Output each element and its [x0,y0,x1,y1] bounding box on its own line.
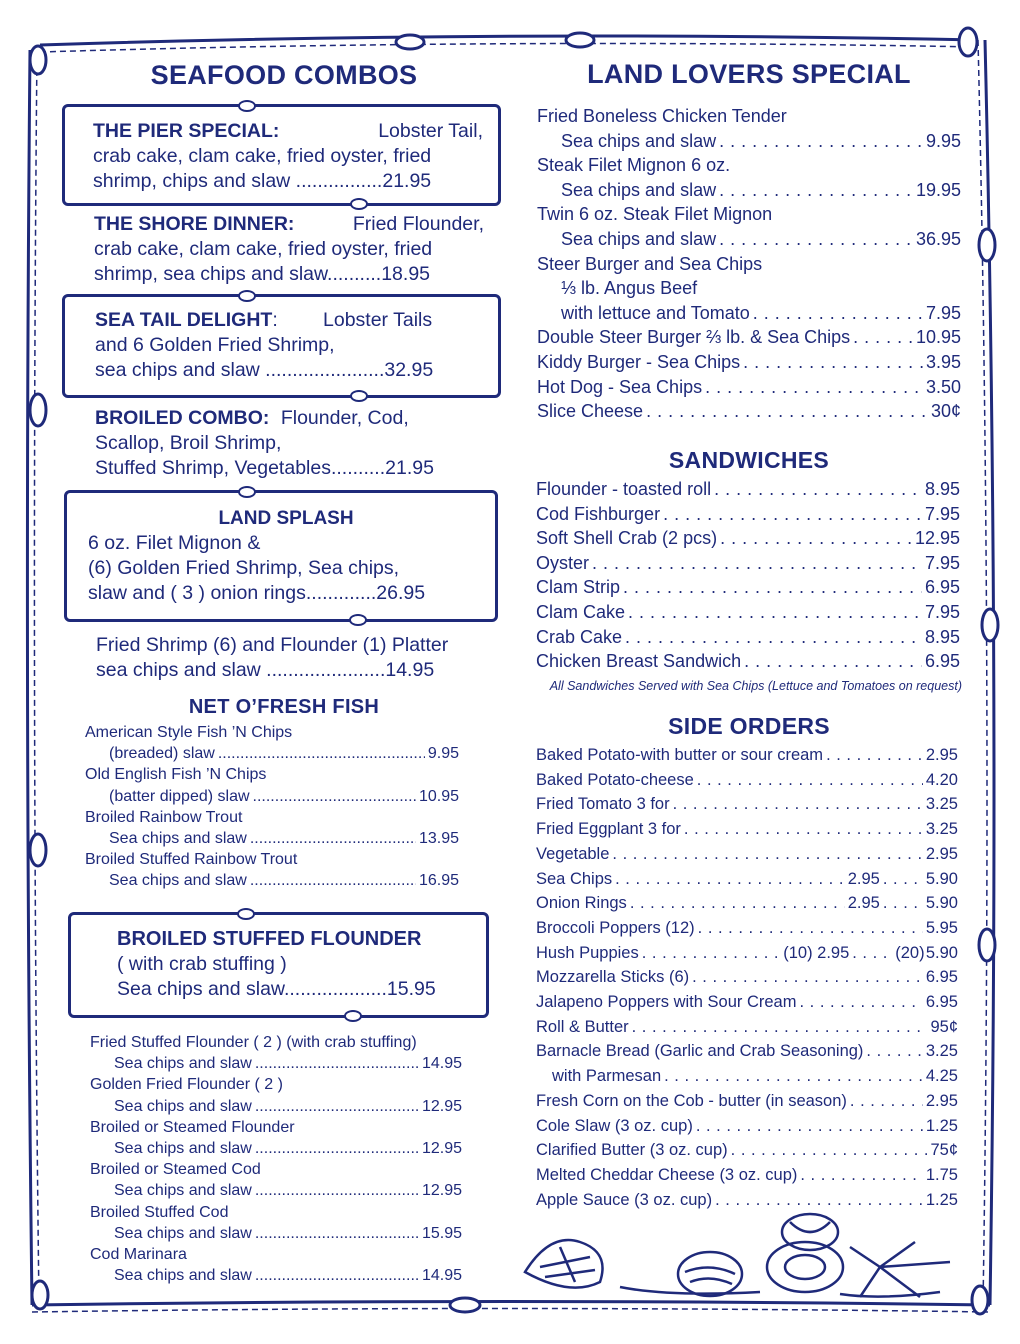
sandwiches-title: SANDWICHES [668,447,830,473]
land-splash: LAND SPLASH 6 oz. Filet Mignon & (6) Golden Fried Shrimp, Sea chips, slaw and ( 3 ) onion rings.............26.95 [88,508,426,604]
fish-item-row: Sea chips and slaw ..... 13.95 [85,828,459,849]
flounder-item-name: Broiled or Steamed Flounder [90,1118,295,1136]
side-order-item: Onion Rings . . . 2.95 . . . 5.90 [536,891,958,916]
sandwich-item: Clam Strip . . . 6.95 [536,575,960,600]
fish-item-row: (breaded) slaw ..... 9.95 [85,743,459,764]
shore-dinner-name: THE SHORE DINNER: [94,213,295,235]
sea-tail-delight: SEA TAIL DELIGHT: Lobster Tails and 6 Golden Fried Shrimp, sea chips and slaw ......................32.95 [95,309,434,381]
side-order-item: Cole Slaw (3 oz. cup) . . . 1.25 [536,1114,958,1139]
side-orders-title: SIDE ORDERS [668,713,830,739]
shells-illustration [520,1212,960,1304]
side-order-item: Fresh Corn on the Cob - butter (in season) . . . 2.95 [536,1089,958,1114]
side-order-item: Broccoli Poppers (12) . . . 5.95 [536,916,958,941]
pier-special: THE PIER SPECIAL: Lobster Tail, crab cake, clam cake, fried oyster, fried shrimp, chips and slaw ................21.95 [93,120,483,192]
land-lovers-list: Fried Boneless Chicken Tender Sea chips and slaw . . . 9.95 Steak Filet Mignon 6 oz. Sea chips and slaw . . . 19.95 Twin 6 oz. Steak Filet Mignon Sea chips and slaw . . . 36.95 Steer Burger and Sea Chips ⅓ lb. Angus Beef with lettuce and Tomato . . . 7.95 Double Steer Burger ⅔ lb. & Sea Chips . . . 10.95 Kiddy Burger - Sea Chips . . . 3.95 Hot Dog - Sea Chips . . . 3.50 Slice Cheese . . . 30¢ [537,104,961,424]
flounder-item-row: Sea chips and slaw ..... 12.95 [90,1096,462,1117]
shore-dinner: THE SHORE DINNER: Fried Flounder, crab cake, clam cake, fried oyster, fried shrimp, sea chips and slaw..........18.95 [94,213,484,285]
side-order-item: Melted Cheddar Cheese (3 oz. cup) . . . 1.75 [536,1163,958,1188]
platter: Fried Shrimp (6) and Flounder (1) Platter sea chips and slaw ......................14.95 [96,634,449,681]
flounder-list [90,1032,462,1286]
side-order-item: Fried Eggplant 3 for . . . 3.25 [536,817,958,842]
flounder-item-name: Cod Marinara [90,1246,187,1264]
flounder-item-row: Sea chips and slaw ..... 14.95 [90,1265,462,1286]
flounder-item-row: Sea chips and slaw ..... 12.95 [90,1180,462,1201]
sandwich-item: Oyster . . . 7.95 [536,551,960,576]
land-lovers-title: LAND LOVERS SPECIAL [587,59,911,89]
stuffed-flounder: BROILED STUFFED FLOUNDER ( with crab stuffing ) Sea chips and slaw...................15.95 [117,928,436,1000]
sandwiches-note: All Sandwiches Served with Sea Chips (Lettuce and Tomatoes on request) [549,679,962,693]
side-order-item: Mozzarella Sticks (6) . . . 6.95 [536,965,958,990]
fish-item-name: Broiled Rainbow Trout [85,808,243,826]
seafood-combos-title: SEAFOOD COMBOS [150,60,418,90]
side-order-item: Jalapeno Poppers with Sour Cream . . . 6.95 [536,990,958,1015]
side-order-item: Fried Tomato 3 for . . . 3.25 [536,792,958,817]
side-order-item: with Parmesan . . . 4.25 [536,1064,958,1089]
sandwiches-list [536,477,960,674]
fish-item-name: Old English Fish ’N Chips [85,766,267,784]
side-order-item: Barnacle Bread (Garlic and Crab Seasoning) . . . 3.25 [536,1039,958,1064]
side-order-item: Hush Puppies . . . (10) 2.95 . . . (20) 5.90 [536,941,958,966]
flounder-item-row: Sea chips and slaw ..... 15.95 [90,1223,462,1244]
side-order-item: Clarified Butter (3 oz. cup) . . . 75¢ [536,1138,958,1163]
fish-item-row: (batter dipped) slaw ..... 10.95 [85,786,459,807]
net-fresh-list [85,722,459,892]
side-order-item: Vegetable . . . 2.95 [536,842,958,867]
net-fresh-title: NET O’FRESH FISH [188,696,380,718]
flounder-item-name: Golden Fried Flounder ( 2 ) [90,1076,283,1094]
side-order-item: Baked Potato-with butter or sour cream . . . 2.95 [536,743,958,768]
side-order-item: Roll & Butter . . . 95¢ [536,1015,958,1040]
sandwich-item: Flounder - toasted roll . . . 8.95 [536,477,960,502]
pier-special-name: THE PIER SPECIAL: [93,120,280,142]
flounder-item-row: Sea chips and slaw ..... 14.95 [90,1053,462,1074]
sandwich-item: Cod Fishburger . . . 7.95 [536,502,960,527]
sandwich-item: Clam Cake . . . 7.95 [536,600,960,625]
sandwich-item: Chicken Breast Sandwich . . . 6.95 [536,649,960,674]
fish-item-row: Sea chips and slaw ..... 16.95 [85,870,459,891]
flounder-item-name: Broiled or Steamed Cod [90,1161,261,1179]
flounder-item-row: Sea chips and slaw ..... 12.95 [90,1138,462,1159]
side-orders-list [536,743,958,1212]
broiled-combo: BROILED COMBO: Flounder, Cod, Scallop, Broil Shrimp, Stuffed Shrimp, Vegetables..........21.95 [95,407,434,479]
flounder-item-name: Fried Stuffed Flounder ( 2 ) (with crab stuffing) [90,1034,417,1051]
side-order-item: Apple Sauce (3 oz. cup) . . . 1.25 [536,1188,958,1213]
sandwich-item: Crab Cake . . . 8.95 [536,625,960,650]
flounder-item-name: Broiled Stuffed Cod [90,1203,229,1221]
sandwich-item: Soft Shell Crab (2 pcs) . . . 12.95 [536,526,960,551]
fish-item-name: Broiled Stuffed Rainbow Trout [85,851,298,869]
side-order-item: Baked Potato-cheese . . . 4.20 [536,768,958,793]
side-order-item: Sea Chips . . . 2.95 . . . 5.90 [536,867,958,892]
fish-item-name: American Style Fish ’N Chips [85,724,293,741]
